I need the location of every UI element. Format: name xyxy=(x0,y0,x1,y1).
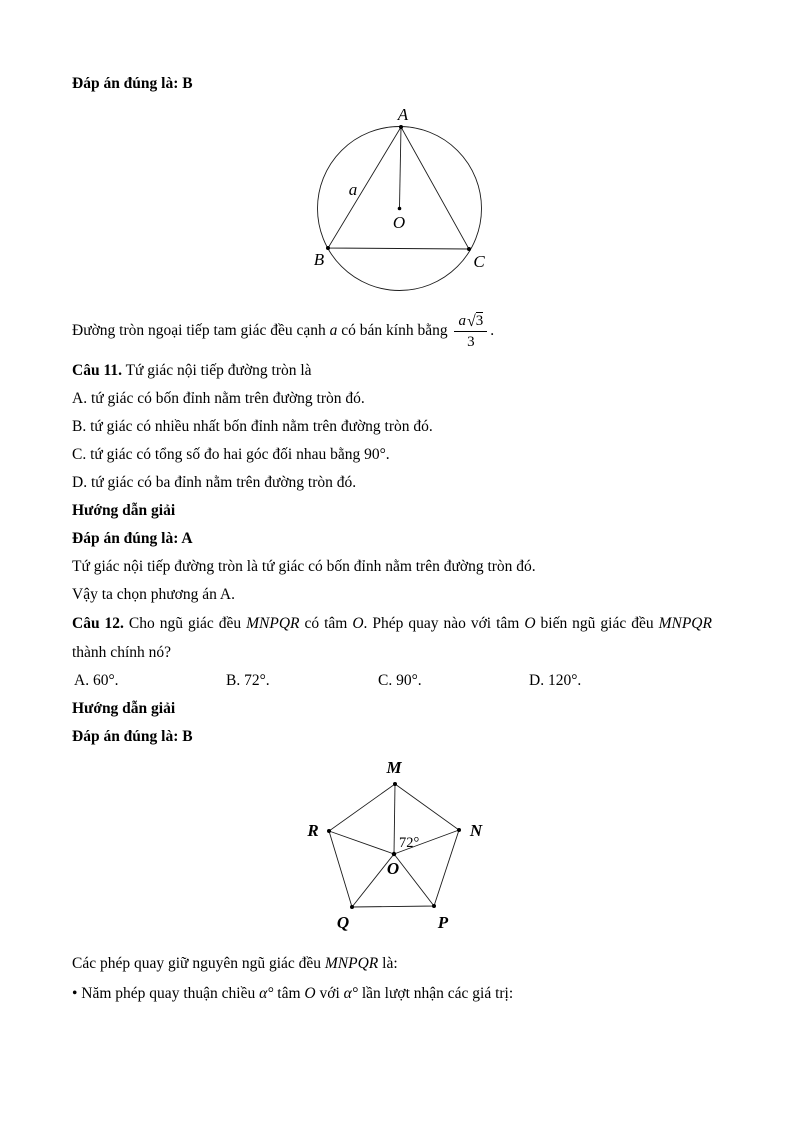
q12-options-row xyxy=(72,667,712,695)
circle-figure xyxy=(72,106,712,296)
point-p xyxy=(432,904,436,908)
q12-option-a: A. 60°. xyxy=(74,672,119,689)
q12-stem-part-6: biến ngũ giác đều xyxy=(535,615,659,632)
q12-guide-heading: Hướng dẫn giải xyxy=(72,700,176,717)
fraction-numerator xyxy=(454,312,487,332)
q11-option-a: A. tứ giác có bốn đỉnh nằm trên đường tròn đó. xyxy=(72,390,365,407)
point-q xyxy=(350,905,354,909)
point-c xyxy=(467,247,471,251)
closing-2a: • Năm phép quay thuận chiều xyxy=(72,985,260,1002)
sqrt-icon: √ xyxy=(466,312,476,330)
numerator-var-a: a xyxy=(458,312,466,329)
point-n xyxy=(457,828,461,832)
closing-1c: là: xyxy=(378,955,398,972)
label-a-vertex: A xyxy=(397,106,409,124)
radicand: 3 xyxy=(475,313,484,329)
q12-stem-part-2: có tâm xyxy=(299,615,353,632)
point-m xyxy=(393,782,397,786)
fraction-a-sqrt3-over-3 xyxy=(454,312,487,351)
point-o-center xyxy=(392,852,396,856)
q12-stem-part-4: . Phép quay nào với tâm xyxy=(363,615,525,632)
point-a xyxy=(399,125,403,129)
q12-stem-part-0: Cho ngũ giác đều xyxy=(123,615,247,632)
inscribed-triangle-diagram xyxy=(308,106,488,296)
closing-mnpqr: MNPQR xyxy=(324,955,379,972)
label-angle-72: 72° xyxy=(399,835,420,851)
q11-answer-heading: Đáp án đúng là: A xyxy=(72,530,193,547)
label-side-a: a xyxy=(348,180,358,199)
q12-mnpqr-1: MNPQR xyxy=(246,615,300,632)
spoke-op xyxy=(394,854,434,906)
q12-option-c: C. 90°. xyxy=(378,672,422,689)
label-center-o: O xyxy=(392,213,406,232)
q12-mnpqr-2: MNPQR xyxy=(658,615,712,632)
closing-alpha-1: α° xyxy=(259,985,274,1002)
answer-heading-prev: Đáp án đúng là: B xyxy=(72,75,193,92)
fraction-denominator: 3 xyxy=(467,333,475,350)
label-q-vertex: Q xyxy=(336,913,350,932)
radius-text-1: Đường tròn ngoại tiếp tam giác đều cạnh xyxy=(72,322,330,339)
closing-1a: Các phép quay giữ nguyên ngũ giác đều xyxy=(72,955,325,972)
closing-line-1 xyxy=(72,949,712,979)
label-m-vertex: M xyxy=(386,759,402,777)
closing-2g: lần lượt nhận các giá trị: xyxy=(357,985,514,1002)
spoke-om xyxy=(394,784,395,854)
label-o-center: O xyxy=(386,859,400,878)
closing-2c: tâm xyxy=(273,985,305,1002)
q11-option-b: B. tứ giác có nhiều nhất bốn đỉnh nằm trên đường tròn đó. xyxy=(72,418,433,435)
point-b xyxy=(326,246,330,250)
segment-ao xyxy=(400,127,402,207)
q11-option-d: D. tứ giác có ba đỉnh nằm trên đường tròn đó. xyxy=(72,474,357,491)
q11-option-c: C. tứ giác có tổng số đo hai góc đối nhau bằng 90°. xyxy=(72,446,390,463)
spoke-or xyxy=(329,831,394,854)
closing-alpha-2: α° xyxy=(343,985,358,1002)
q11-explanation: Tứ giác nội tiếp đường tròn là tứ giác có bốn đỉnh nằm trên đường tròn đó. xyxy=(72,558,536,575)
label-b-vertex: B xyxy=(313,250,325,269)
q11-stem-text: Tứ giác nội tiếp đường tròn là xyxy=(121,362,312,379)
var-a: a xyxy=(329,322,338,339)
q12-option-b: B. 72°. xyxy=(226,672,270,689)
closing-2e: với xyxy=(315,985,344,1002)
q12-number: Câu 12. xyxy=(72,615,124,632)
radius-text-3: . xyxy=(490,322,495,339)
label-c-vertex: C xyxy=(473,252,485,271)
q12-center-o-1: O xyxy=(352,615,364,632)
q12-center-o-2: O xyxy=(524,615,536,632)
q11-conclusion: Vậy ta chọn phương án A. xyxy=(72,586,235,603)
regular-pentagon-diagram xyxy=(296,759,496,932)
q12-option-d: D. 120°. xyxy=(529,672,582,689)
pentagon-figure xyxy=(72,759,712,932)
closing-line-2 xyxy=(72,979,712,1009)
q11-number: Câu 11. xyxy=(72,362,122,379)
label-r-vertex: R xyxy=(307,821,319,840)
point-o xyxy=(398,207,402,211)
label-n-vertex: N xyxy=(469,821,483,840)
label-p-vertex: P xyxy=(437,913,449,932)
q12-stem-part-8: thành chính nó? xyxy=(72,644,172,661)
closing-o: O xyxy=(304,985,316,1002)
q11-stem xyxy=(72,357,712,385)
q12-stem xyxy=(72,609,712,667)
point-r xyxy=(327,829,331,833)
radius-statement xyxy=(72,308,712,354)
radius-text-2: có bán kính bằng xyxy=(337,322,452,339)
q11-guide-heading: Hướng dẫn giải xyxy=(72,502,176,519)
q12-answer-heading: Đáp án đúng là: B xyxy=(72,728,193,745)
